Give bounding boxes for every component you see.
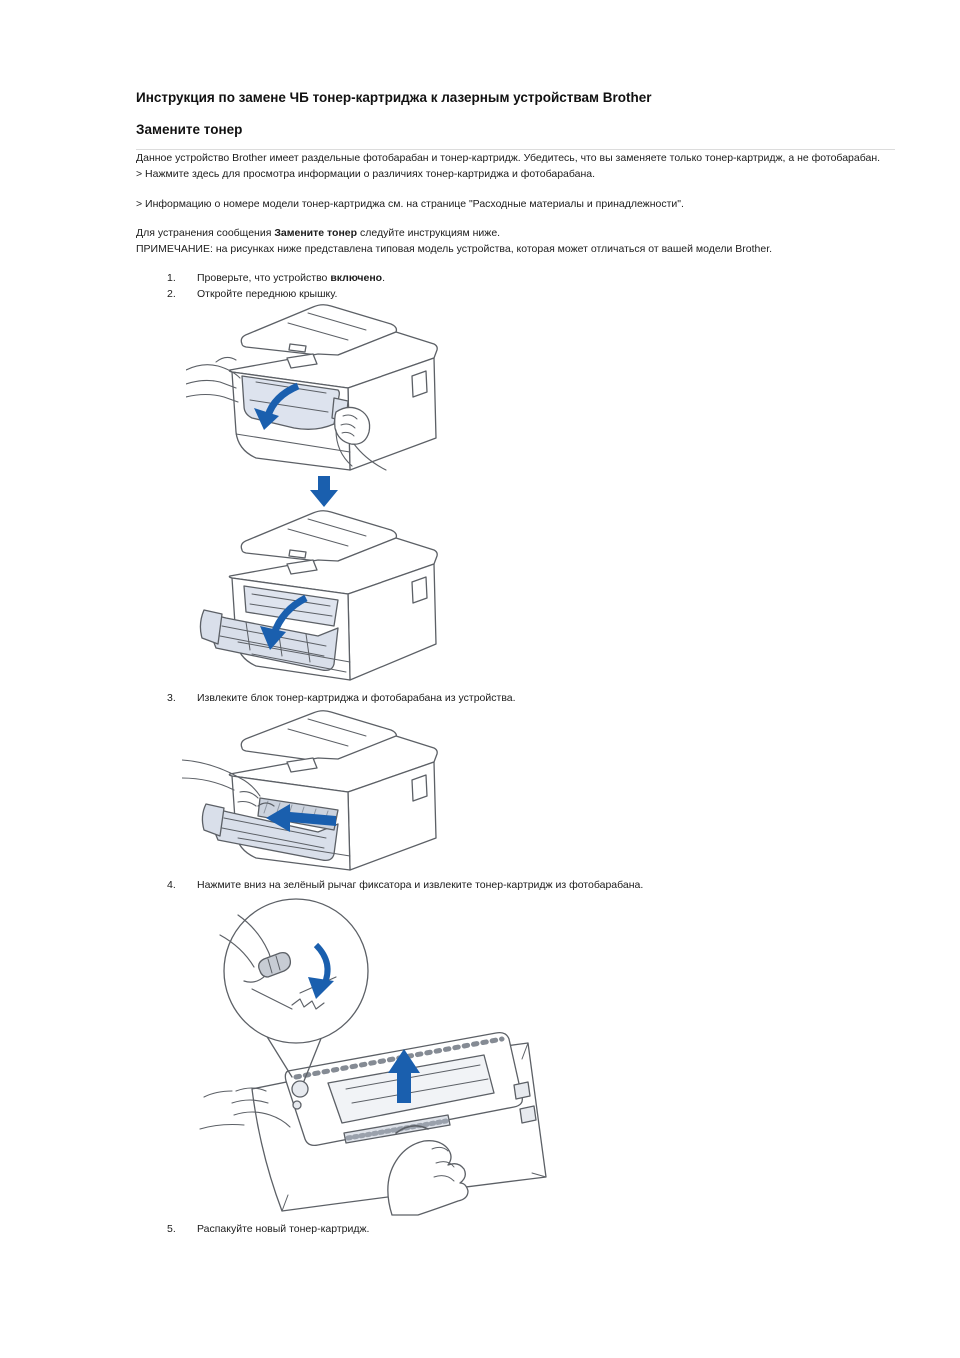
intro-line1: Данное устройство Brother имеет раздельные фотобарабан и тонер-картридж. Убедитесь, что вы заменяете только тонер-картридж, а не фотобарабан. — [136, 152, 881, 164]
intro-link-differences[interactable]: > Нажмите здесь для просмотра информации о различиях тонер-картриджа и фотобарабана. — [136, 167, 596, 180]
drum-illustration — [196, 893, 556, 1216]
step-3-number: 3. — [167, 692, 176, 704]
printer-outline — [200, 511, 437, 680]
printer-illustration-2 — [186, 504, 466, 690]
step-3-text: Извлеките блок тонер-картриджа и фотобарабана из устройства. — [197, 692, 516, 704]
figure-drum-lock-lever-closeup — [196, 893, 556, 1216]
intro-link-supplies[interactable]: > Информацию о номере модели тонер-картриджа см. на странице "Расходные материалы и принадлежности". — [136, 198, 684, 210]
supplies-reference-line — [136, 197, 926, 213]
printer-outline — [182, 711, 437, 870]
replace-toner-instruction-line: Для устранения сообщения Замените тонер следуйте инструкциям ниже. — [136, 227, 501, 239]
instructions-note-paragraph — [136, 226, 926, 257]
step-2-number: 2. — [167, 288, 176, 300]
step-2-text: Откройте переднюю крышку. — [197, 288, 338, 300]
magnifier-circle — [220, 899, 368, 1043]
step-4-number: 4. — [167, 879, 176, 891]
step-1-number: 1. — [167, 272, 176, 284]
step-4-text: Нажмите вниз на зелёный рычаг фиксатора и извлеките тонер-картридж из фотобарабана. — [197, 879, 644, 891]
divider — [136, 149, 895, 150]
intro-paragraph — [136, 151, 926, 182]
page-title: Инструкция по замене ЧБ тонер-картриджа к лазерным устройствам Brother — [136, 90, 652, 105]
note-line: ПРИМЕЧАНИЕ: на рисунках ниже представлена типовая модель устройства, которая может отличаться от вашей модели Brother. — [136, 242, 773, 255]
printer-outline — [186, 305, 437, 470]
section-heading: Замените тонер — [136, 122, 243, 137]
replace-toner-message-name: Замените тонер — [274, 227, 358, 239]
printer-illustration-3 — [182, 706, 464, 876]
step-1-text: Проверьте, что устройство включено. — [197, 272, 386, 284]
figure-open-front-cover — [186, 300, 466, 478]
figure-remove-toner-drum — [182, 706, 464, 876]
step-5-number: 5. — [167, 1223, 176, 1235]
step-5-text: Распакуйте новый тонер-картридж. — [197, 1223, 370, 1235]
printer-illustration-1 — [186, 300, 466, 478]
figure-front-cover-open — [186, 504, 466, 690]
